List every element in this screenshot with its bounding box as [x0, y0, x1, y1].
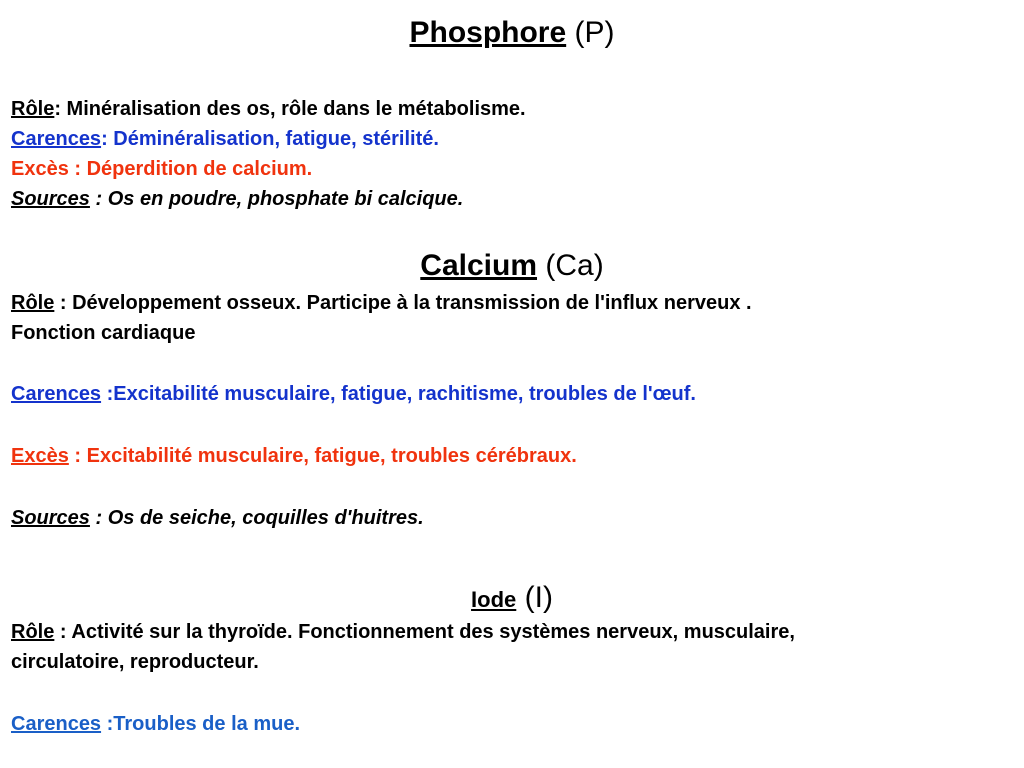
phosphore-sources-text: : Os en poudre, phosphate bi calcique. — [89, 188, 464, 210]
calcium-symbol: (Ca) — [545, 249, 604, 282]
phosphore-title: Phosphore — [409, 16, 567, 49]
phosphore-carences-line — [11, 124, 1021, 154]
phosphore-exces-line — [11, 154, 1021, 184]
calcium-exces-text: : Excitabilité musculaire, fatigue, troubles cérébraux. — [68, 445, 577, 467]
calcium-title: Calcium — [420, 249, 538, 282]
phosphore-carences-label: Carences — [11, 128, 102, 150]
calcium-heading — [0, 248, 1024, 284]
iode-role-label: Rôle — [11, 621, 55, 643]
iode-symbol: (I) — [524, 581, 553, 614]
calcium-sources-label: Sources — [11, 507, 90, 529]
phosphore-sources-line — [11, 184, 1021, 214]
calcium-carences-text: :Excitabilité musculaire, fatigue, rachitisme, troubles de l'œuf. — [101, 383, 696, 405]
iode-role-line-2 — [11, 647, 1021, 677]
iode-role-text: : Activité sur la thyroïde. Fonctionnement des systèmes nerveux, musculaire, — [54, 621, 795, 643]
calcium-sources-line — [11, 503, 1021, 533]
calcium-exces-label: Excès — [11, 445, 69, 467]
calcium-role-line-2 — [11, 318, 1021, 348]
phosphore-heading — [0, 15, 1024, 51]
calcium-role-text-2: Fonction cardiaque — [11, 322, 196, 344]
iode-carences-line — [11, 709, 1021, 739]
iode-carences-label: Carences — [11, 713, 102, 735]
iode-title: Iode — [471, 587, 517, 612]
phosphore-sources-label: Sources — [11, 188, 90, 210]
phosphore-role-text: : Minéralisation des os, rôle dans le métabolisme. — [54, 98, 526, 120]
iode-heading — [0, 580, 1024, 618]
calcium-role-label: Rôle — [11, 292, 55, 314]
phosphore-role-line — [11, 94, 1021, 124]
calcium-exces-line — [11, 441, 1021, 471]
phosphore-carences-text: : Déminéralisation, fatigue, stérilité. — [101, 128, 439, 150]
iode-carences-text: :Troubles de la mue. — [101, 713, 300, 735]
calcium-role-text: : Développement osseux. Participe à la transmission de l'influx nerveux . — [54, 292, 752, 314]
calcium-carences-label: Carences — [11, 383, 102, 405]
iode-role-line — [11, 617, 1021, 647]
phosphore-symbol: (P) — [574, 16, 615, 49]
calcium-role-line — [11, 288, 1021, 318]
iode-role-text-2: circulatoire, reproducteur. — [11, 651, 259, 673]
calcium-sources-text: : Os de seiche, coquilles d'huitres. — [89, 507, 424, 529]
phosphore-role-label: Rôle — [11, 98, 55, 120]
calcium-carences-line — [11, 379, 1021, 409]
phosphore-exces-text: Excès : Déperdition de calcium. — [11, 158, 313, 180]
